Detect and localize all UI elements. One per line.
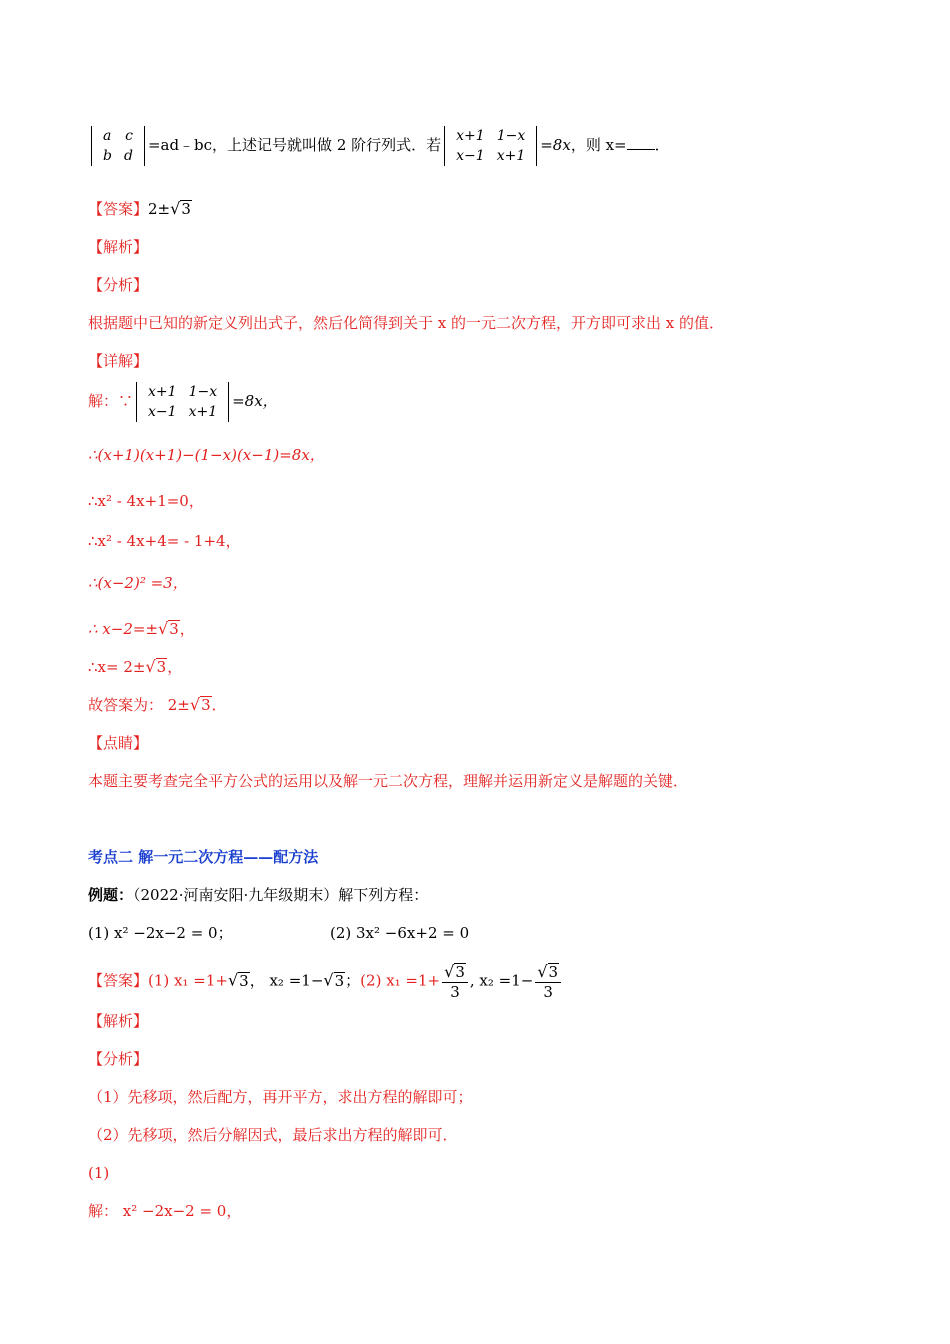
determinant-x <box>136 382 229 422</box>
denominator: 3 <box>450 983 460 1001</box>
problem-2: (2) 3x² −6x+2 = 0 <box>330 924 470 942</box>
det-cell: x+1 <box>188 404 218 420</box>
fenxi-step-1: （1）先移项，然后配方，再开平方，求出方程的解即可； <box>88 1088 473 1106</box>
fenxi-label: 【分析】 <box>88 1050 149 1068</box>
radicand: 3 <box>156 658 167 676</box>
radicand: 3 <box>455 963 465 981</box>
sqrt-icon: √ <box>537 962 548 981</box>
equation-rhs: =8x <box>540 136 571 154</box>
fenxi-step-2: （2）先移项，然后分解因式，最后求出方程的解即可． <box>88 1126 458 1144</box>
example-label: 例题： <box>88 886 134 904</box>
det-cell: 1−x <box>188 384 218 400</box>
answer-label: 【答案】 <box>88 200 149 218</box>
det-cell: d <box>123 148 133 164</box>
answer-line <box>88 198 192 220</box>
det-cell: x+1 <box>496 148 526 164</box>
sqrt-icon: √ <box>227 970 239 990</box>
dianjing-text: 本题主要考查完全平方公式的运用以及解一元二次方程，理解并运用新定义是解题的关键． <box>88 772 689 790</box>
fenxi-label: 【分析】 <box>88 276 149 294</box>
denominator: 3 <box>543 983 553 1001</box>
solution-line-3: ∴x² - 4x+1=0， <box>88 492 204 510</box>
solution-line-4: ∴x² - 4x+4= - 1+4， <box>88 532 241 550</box>
solution-line-1 <box>88 382 278 422</box>
xiangjie-label: 【详解】 <box>88 352 149 370</box>
question-tail: ，则 x= <box>570 136 627 154</box>
det-cell: x+1 <box>148 384 177 400</box>
sol-text: 故答案为： 2± <box>88 696 190 714</box>
sol-prefix: 解：∵ <box>88 392 134 410</box>
radicand: 3 <box>548 963 559 981</box>
sqrt-icon: √ <box>158 619 169 638</box>
sqrt-icon: √ <box>444 962 455 981</box>
solution-start: 解： x² −2x−2 = 0， <box>88 1202 242 1220</box>
period: ． <box>211 696 227 714</box>
definition-text: =ad﹣bc，上述记号就叫做 2 阶行列式．若 <box>147 136 442 154</box>
radicand: 3 <box>239 971 249 990</box>
sqrt-icon: √ <box>323 970 334 990</box>
det-cell: x+1 <box>456 128 485 144</box>
det-cell: 1−x <box>496 128 526 144</box>
example-line <box>88 884 428 906</box>
answer-part: (1) x₁ =1+ <box>148 971 228 990</box>
answer-part: (2) x₁ =1+ <box>360 971 441 990</box>
radicand: 3 <box>181 200 191 218</box>
radicand: 3 <box>334 971 345 990</box>
solution-line-2: ∴(x+1)(x+1)−(1−x)(x−1)=8x， <box>88 446 325 464</box>
comma: ， <box>179 620 195 638</box>
answer-label: 【答案】 <box>88 971 149 990</box>
det-cell: x−1 <box>456 148 485 164</box>
sqrt-icon: √ <box>145 657 156 676</box>
answer-blank <box>627 135 655 150</box>
sol-text: ∴ x−2=± <box>88 620 159 638</box>
fraction <box>535 962 561 1001</box>
part-label: (1) <box>88 1164 110 1182</box>
solution-line-8 <box>88 694 227 716</box>
solution-line-5: ∴(x−2)² =3， <box>88 574 188 592</box>
jiexi-label: 【解析】 <box>88 238 149 256</box>
answer-part: ， x₂ =1− <box>249 971 324 990</box>
period: ． <box>654 136 670 154</box>
dianjing-label: 【点睛】 <box>88 734 149 752</box>
radicand: 3 <box>169 620 179 638</box>
sqrt-icon: √ <box>189 695 201 714</box>
jiexi-label: 【解析】 <box>88 1012 149 1030</box>
determinant-abcd <box>91 126 145 166</box>
det-cell: a <box>103 128 112 144</box>
fenxi-text: 根据题中已知的新定义列出式子，然后化简得到关于 x 的一元二次方程，开方即可求出 x 的值． <box>88 314 724 332</box>
sol-suffix: =8x， <box>232 392 278 410</box>
definition-line <box>88 126 670 166</box>
solution-line-6 <box>88 618 195 640</box>
section-heading: 考点二 解一元二次方程——配方法 <box>88 848 319 866</box>
solution-line-7 <box>88 656 182 678</box>
det-cell: b <box>103 148 112 164</box>
answer2-line <box>88 962 563 1001</box>
determinant-x <box>444 126 537 166</box>
fraction <box>442 962 468 1001</box>
det-cell: x−1 <box>148 404 177 420</box>
answer-value: 2± <box>148 200 171 218</box>
det-cell: c <box>125 128 133 144</box>
radicand: 3 <box>201 696 211 714</box>
answer-part: ； <box>345 971 361 990</box>
problem-1: (1) x² −2x−2 = 0； <box>88 924 233 942</box>
example-text: （2022·河南安阳·九年级期末）解下列方程： <box>133 886 429 904</box>
comma: ， <box>167 658 183 676</box>
sqrt-icon: √ <box>170 199 181 218</box>
sol-text: ∴x= 2± <box>88 658 146 676</box>
answer-part: , x₂ =1− <box>469 971 534 990</box>
